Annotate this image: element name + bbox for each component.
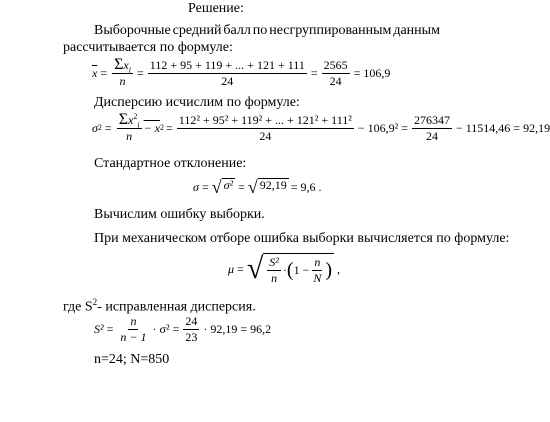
fraction-total-squares bbox=[412, 114, 452, 143]
numerator: n bbox=[314, 255, 321, 269]
equals: = bbox=[201, 179, 209, 194]
fraction-squares-expansion bbox=[177, 114, 354, 143]
comma: , bbox=[337, 261, 341, 276]
one-minus: 1 − bbox=[293, 263, 310, 277]
mu-symbol: μ bbox=[228, 261, 235, 276]
word: Выборочные bbox=[94, 23, 171, 38]
exponent: 2 bbox=[133, 112, 138, 121]
index: i bbox=[137, 120, 140, 130]
index: i bbox=[128, 65, 131, 75]
fraction-sum-over-n bbox=[112, 58, 133, 88]
denominator: n bbox=[119, 74, 126, 88]
fraction-sum-squares bbox=[117, 113, 142, 143]
sigma-symbol: σ bbox=[92, 120, 98, 135]
sum-sign: Σ bbox=[118, 111, 129, 128]
superscript: 2 bbox=[92, 297, 98, 307]
word: по bbox=[252, 23, 268, 38]
sqrt-value: √ 92,19 bbox=[247, 177, 287, 197]
var: x bbox=[123, 58, 129, 72]
denominator: n bbox=[126, 129, 133, 143]
formula-sampling-error bbox=[228, 253, 340, 285]
heading: Решение: bbox=[188, 1, 244, 16]
fraction-s2-over-n bbox=[267, 256, 281, 285]
formula-corrected-variance bbox=[94, 315, 271, 344]
radicand: 92,19 bbox=[258, 178, 289, 196]
equals: = bbox=[106, 322, 114, 336]
denominator: 24 bbox=[259, 128, 272, 143]
fraction-n-over-n-1 bbox=[118, 315, 148, 344]
middle-term: − 106,9² = bbox=[357, 120, 408, 135]
denominator: n bbox=[271, 271, 278, 285]
sqrt-error: √ $\frac{\text{S²}}{n}$ · ( 1 − $\frac{n}{N}$ ) bbox=[246, 252, 333, 285]
denominator: 24 bbox=[425, 128, 438, 143]
minus-mean: − x bbox=[143, 120, 161, 135]
fraction-expansion bbox=[148, 59, 307, 88]
word: несгруппированным bbox=[269, 23, 392, 38]
fraction-n-over-N bbox=[311, 256, 323, 285]
formula-variance: σ 2 = $\frac{\Sigma x^2_i}{n}$ − x 2 = $\frac{\text{112² + 95² + 119² + ... + 121² + 111²}}{24}$ − 106,9² = $\frac{276347}{24}$ − 11514,46 = 92,19 bbox=[92, 111, 550, 143]
equals: = bbox=[238, 179, 245, 194]
sqrt-sigma2: √ σ² bbox=[211, 177, 234, 197]
paragraph-1-line-2: рассчитывается по формуле: bbox=[63, 40, 233, 55]
variance-result: − 11514,46 = 92,19 bbox=[455, 120, 550, 135]
fraction-total bbox=[322, 59, 350, 88]
paragraph-7: n=24; N=850 bbox=[94, 352, 170, 367]
numerator: 2565 bbox=[323, 57, 348, 72]
paragraph-1-line-1 bbox=[94, 23, 440, 39]
text: - исправленная дисперсия. bbox=[97, 299, 256, 315]
radicand: σ² bbox=[222, 178, 236, 196]
formula-std-dev bbox=[193, 178, 322, 196]
paragraph-4: Вычислим ошибку выборки. bbox=[94, 207, 265, 222]
paragraph-2: Дисперсию исчислим по формуле: bbox=[94, 95, 300, 110]
equals: = bbox=[237, 261, 244, 276]
mean-result: = 106,9 bbox=[353, 65, 391, 80]
paragraph-5: При механическом отборе ошибка выборки вычисляется по формуле: bbox=[94, 231, 510, 246]
numerator: 112² + 95² + 119² + ... + 121² + 111² bbox=[178, 112, 352, 127]
text: где S bbox=[63, 299, 93, 315]
denominator: 24 bbox=[329, 73, 342, 88]
sigma-symbol: σ bbox=[193, 179, 199, 194]
numerator: 24 bbox=[185, 314, 198, 328]
dot-sigma: · σ² = bbox=[152, 322, 180, 336]
sum-sign: Σ bbox=[114, 56, 124, 73]
corrected-result: · 92,19 = 96,2 bbox=[203, 322, 272, 336]
numerator: 112 + 95 + 119 + ... + 121 + 111 bbox=[149, 57, 305, 72]
word: данным bbox=[393, 23, 440, 38]
equals: = bbox=[100, 65, 108, 80]
equals: = bbox=[104, 120, 112, 135]
paragraph-3: Стандартное отклонение: bbox=[94, 156, 247, 171]
formula-mean: $\overline{x}$ = $\frac{\Sigma x_i}{n}$ = $\frac{112 + 95 + 119 + ... + 121 + 111}{24}$ = $\frac{2565}{24}$ = 106,9 bbox=[92, 56, 391, 88]
word: средний bbox=[172, 23, 222, 38]
word: балл bbox=[223, 23, 251, 38]
denominator: 23 bbox=[185, 330, 198, 344]
std-result: = 9,6 . bbox=[290, 179, 322, 194]
denominator: n − 1 bbox=[120, 330, 147, 344]
s2-symbol: S² bbox=[94, 322, 104, 336]
var: x bbox=[128, 113, 134, 127]
paragraph-6 bbox=[63, 294, 256, 316]
numerator: n bbox=[130, 314, 137, 328]
numerator: S² bbox=[269, 255, 279, 269]
numerator: 276347 bbox=[413, 112, 450, 127]
dot: · bbox=[282, 263, 287, 277]
denominator: 24 bbox=[221, 73, 234, 88]
fraction-24-over-23 bbox=[183, 315, 199, 344]
mean-symbol: $\overline{x}$ bbox=[92, 65, 98, 80]
denominator: N bbox=[313, 271, 322, 285]
